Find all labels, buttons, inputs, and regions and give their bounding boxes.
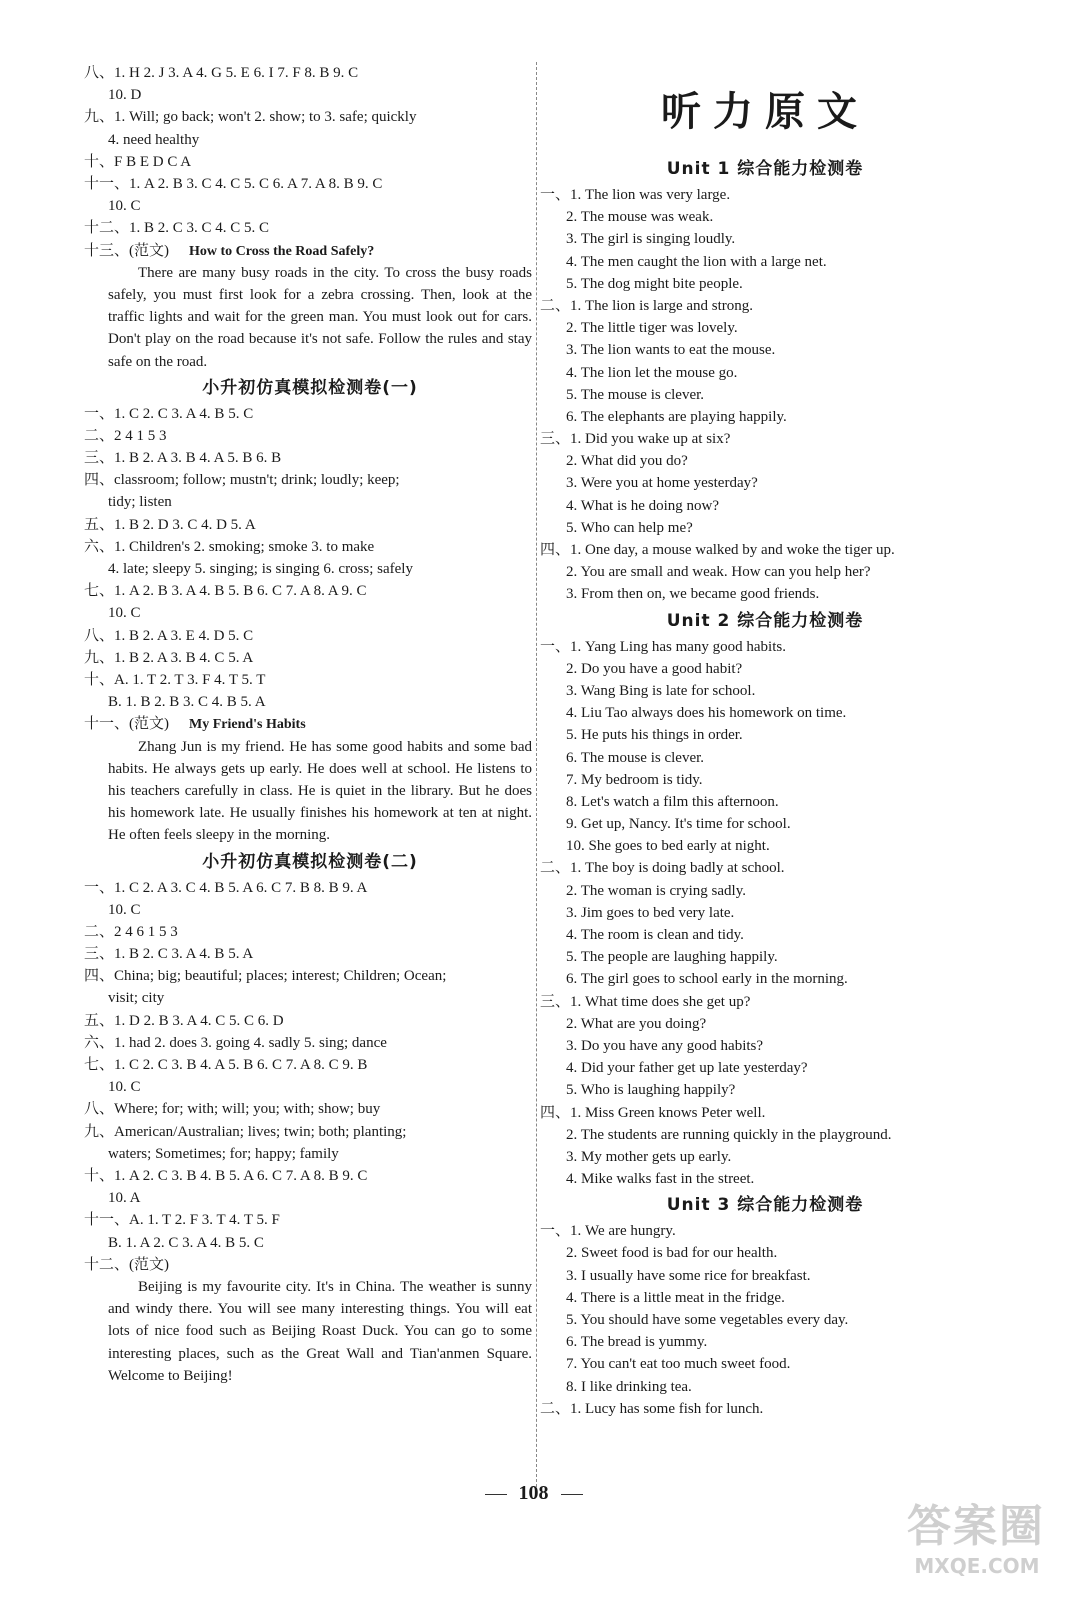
answer-line: 九、1. Will; go back; won't 2. show; to 3. safe; quickly <box>84 109 417 126</box>
script-line: 2. The woman is crying sadly. <box>566 882 746 899</box>
essay-title <box>169 1258 189 1273</box>
section-title: 小升初仿真模拟检测卷(一) <box>202 377 418 398</box>
sample-essay: Beijing is my favourite city. It's in China. The weather is sunny and windy there. You will see many interesting things. You will eat lots of nice food such as Beijing Roast Duck. You can go to some interesting places, such as the Great Wall and Tian'anmen Square. Welcome to Beijing! <box>108 1278 532 1384</box>
answer-line: 二、1. The lion is large and strong. <box>540 297 754 314</box>
script-line: 3. The lion wants to eat the mouse. <box>566 342 776 359</box>
answer-line: 三、1. What time does she get up? <box>540 993 751 1010</box>
answer-line: 五、1. D 2. B 3. A 4. C 5. C 6. D <box>84 1012 284 1029</box>
script-line: 5. Who can help me? <box>566 519 693 536</box>
answer-continuation: waters; Sometimes; for; happy; family <box>108 1145 339 1162</box>
watermark-sub: MXQE.COM <box>914 1554 1040 1578</box>
essay-label: 十一、(范文) <box>84 716 169 733</box>
section-title: Unit 2 综合能力检测卷 <box>666 610 864 631</box>
answer-continuation: 10. A <box>108 1190 141 1207</box>
answer-line: 七、1. A 2. B 3. A 4. B 5. B 6. C 7. A 8. A 9. C <box>84 583 367 600</box>
answer-line: 九、1. B 2. A 3. B 4. C 5. A <box>84 649 254 666</box>
answer-line: 三、1. Did you wake up at six? <box>540 431 731 448</box>
page-number-dash-left <box>485 1494 507 1495</box>
answer-line: 六、1. had 2. does 3. going 4. sadly 5. sing; dance <box>84 1034 387 1051</box>
answer-line: 三、1. B 2. A 3. B 4. A 5. B 6. B <box>84 450 282 467</box>
script-line: 2. Sweet food is bad for our health. <box>566 1245 778 1262</box>
answer-continuation: tidy; listen <box>108 494 172 511</box>
script-line: 4. The men caught the lion with a large net. <box>566 253 827 270</box>
script-line: 8. Let's watch a film this afternoon. <box>566 793 779 810</box>
script-line: 10. She goes to bed early at night. <box>566 838 770 855</box>
script-line: 2. What are you doing? <box>566 1015 707 1032</box>
answer-line: 八、1. H 2. J 3. A 4. G 5. E 6. I 7. F 8. B 9. C <box>84 65 359 81</box>
answer-line: 九、American/Australian; lives; twin; both; planting; <box>84 1123 407 1140</box>
answer-line: 二、1. The boy is doing badly at school. <box>540 860 785 877</box>
section-title: 小升初仿真模拟检测卷(二) <box>202 851 418 872</box>
script-line: 5. The dog might bite people. <box>566 275 743 292</box>
sample-essay: Zhang Jun is my friend. He has some good habits and some bad habits. He always gets up early. He does well at school. He listens to his teachers carefully in class. He is quiet in the library. But he does his homework late. He usually finishes his homework at ten at night. He often feels sleepy in the morning. <box>108 738 532 844</box>
script-line: 4. The lion let the mouse go. <box>566 364 738 381</box>
watermark-logo <box>907 1490 1047 1590</box>
answer-continuation: 4. late; sleepy 5. singing; is singing 6. cross; safely <box>108 561 413 578</box>
script-line: 5. The people are laughing happily. <box>566 949 778 966</box>
answer-line: 二、2 4 6 1 5 3 <box>84 923 178 940</box>
answer-line: 一、1. The lion was very large. <box>540 187 731 203</box>
section-title: Unit 1 综合能力检测卷 <box>666 159 864 179</box>
answer-line: 十一、A. 1. T 2. F 3. T 4. T 5. F <box>84 1212 280 1229</box>
script-line: 8. I like drinking tea. <box>566 1378 692 1395</box>
script-line: 6. The elephants are playing happily. <box>566 408 787 425</box>
essay-heading <box>84 1254 536 1276</box>
script-line: 7. My bedroom is tidy. <box>566 771 703 788</box>
answer-line: 一、1. Yang Ling has many good habits. <box>540 638 786 655</box>
script-line: 5. The mouse is clever. <box>566 386 705 403</box>
answer-line: 二、1. Lucy has some fish for lunch. <box>540 1400 764 1417</box>
script-line: 2. The mouse was weak. <box>566 209 714 226</box>
script-line: 6. The mouse is clever. <box>566 749 705 766</box>
script-line: 2. What did you do? <box>566 453 688 470</box>
script-line: 3. The girl is singing loudly. <box>566 231 736 248</box>
answer-continuation: B. 1. A 2. C 3. A 4. B 5. C <box>108 1234 264 1251</box>
answer-continuation: visit; city <box>108 990 165 1007</box>
script-line: 3. Wang Bing is late for school. <box>566 682 756 699</box>
answer-line: 二、2 4 1 5 3 <box>84 427 167 444</box>
essay-title: My Friend's Habits <box>189 717 306 733</box>
script-line: 3. Were you at home yesterday? <box>566 475 758 492</box>
page-title: 听力原文 <box>661 89 869 135</box>
script-line: 4. Mike walks fast in the street. <box>566 1171 755 1188</box>
left-column <box>84 62 536 1387</box>
script-line: 6. The bread is yummy. <box>566 1334 708 1351</box>
script-line: 4. The room is clean and tidy. <box>566 927 744 943</box>
script-line: 3. Do you have any good habits? <box>566 1037 764 1054</box>
answer-line: 十一、1. A 2. B 3. C 4. C 5. C 6. A 7. A 8. B 9. C <box>84 175 383 192</box>
answer-line: 十、A. 1. T 2. T 3. F 4. T 5. T <box>84 671 266 688</box>
script-line: 5. You should have some vegetables every day. <box>566 1312 849 1328</box>
answer-continuation: 10. D <box>108 87 142 104</box>
answer-line: 一、1. C 2. C 3. A 4. B 5. C <box>84 405 254 422</box>
answer-line: 十、1. A 2. C 3. B 4. B 5. A 6. C 7. A 8. B 9. C <box>84 1167 368 1184</box>
essay-label: 十二、(范文) <box>84 1256 169 1273</box>
script-line: 4. There is a little meat in the fridge. <box>566 1289 785 1306</box>
script-line: 2. You are small and weak. How can you help her? <box>566 564 871 581</box>
script-line: 3. Jim goes to bed very late. <box>566 904 735 921</box>
answer-continuation: 10. C <box>108 605 141 622</box>
essay-label: 十三、(范文) <box>84 242 169 259</box>
script-line: 4. What is he doing now? <box>566 497 720 514</box>
answer-line: 六、1. Children's 2. smoking; smoke 3. to make <box>84 538 375 555</box>
answer-line: 八、1. B 2. A 3. E 4. D 5. C <box>84 627 254 644</box>
script-line: 2. The little tiger was lovely. <box>566 320 738 337</box>
answer-line: 八、Where; for; with; will; you; with; show; buy <box>84 1101 381 1118</box>
script-line: 5. He puts his things in order. <box>566 727 743 744</box>
page-number-dash-right <box>561 1494 583 1495</box>
answer-line: 四、1. One day, a mouse walked by and woke the tiger up. <box>540 542 895 558</box>
answer-continuation: 4. need healthy <box>108 131 200 148</box>
answer-line: 七、1. C 2. C 3. B 4. A 5. B 6. C 7. A 8. C 9. B <box>84 1057 368 1074</box>
answer-continuation: 10. C <box>108 1079 141 1096</box>
script-line: 5. Who is laughing happily? <box>566 1082 736 1099</box>
answer-continuation: 10. C <box>108 198 141 215</box>
essay-heading <box>84 240 536 262</box>
answer-continuation: B. 1. B 2. B 3. C 4. B 5. A <box>108 694 266 711</box>
answer-continuation: 10. C <box>108 901 141 918</box>
sample-essay: There are many busy roads in the city. To cross the busy roads safely, you must first look for a zebra crossing. Then, look at the traffic lights and wait for the green man. You must look out for cars. Don't play on the road because it's not safe. Follow the rules and stay safe on the road. <box>108 264 532 370</box>
script-line: 6. The girl goes to school early in the morning. <box>566 971 848 988</box>
answer-line: 五、1. B 2. D 3. C 4. D 5. A <box>84 516 256 533</box>
script-line: 2. Do you have a good habit? <box>566 660 743 677</box>
script-line: 2. The students are running quickly in the playground. <box>566 1126 892 1143</box>
essay-heading <box>84 713 536 735</box>
script-line: 4. Liu Tao always does his homework on time. <box>566 705 847 722</box>
answer-line: 四、classroom; follow; mustn't; drink; loudly; keep; <box>84 472 400 489</box>
answer-line: 十、F B E D C A <box>84 153 192 170</box>
answer-line: 一、1. C 2. A 3. C 4. B 5. A 6. C 7. B 8. B 9. A <box>84 879 368 896</box>
page-number-text: 108 <box>518 1482 549 1504</box>
answer-line: 四、China; big; beautiful; places; interest; Children; Ocean; <box>84 968 447 985</box>
watermark-main: 答案圈 <box>907 1501 1045 1552</box>
answer-line: 十二、1. B 2. C 3. C 4. C 5. C <box>84 220 270 237</box>
answer-line: 四、1. Miss Green knows Peter well. <box>540 1104 766 1121</box>
essay-title: How to Cross the Road Safely? <box>189 243 375 259</box>
script-line: 7. You can't eat too much sweet food. <box>566 1356 791 1373</box>
script-line: 3. From then on, we became good friends. <box>566 586 820 603</box>
right-column <box>540 62 990 1420</box>
script-line: 4. Did your father get up late yesterday? <box>566 1060 808 1077</box>
section-title: Unit 3 综合能力检测卷 <box>666 1195 864 1216</box>
script-line: 9. Get up, Nancy. It's time for school. <box>566 816 791 833</box>
script-line: 3. I usually have some rice for breakfast. <box>566 1267 811 1284</box>
answer-line: 一、1. We are hungry. <box>540 1223 676 1240</box>
answer-line: 三、1. B 2. C 3. A 4. B 5. A <box>84 946 254 963</box>
column-divider <box>536 62 537 1492</box>
script-line: 3. My mother gets up early. <box>566 1148 732 1165</box>
